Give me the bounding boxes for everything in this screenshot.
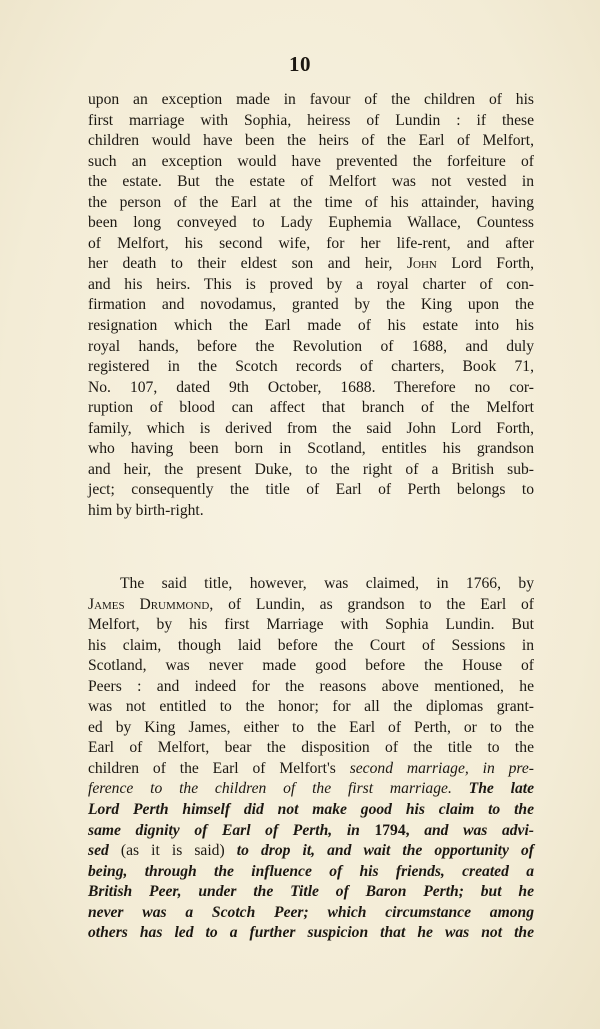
text-run: , of Lundin, as grandson to the Earl of bbox=[209, 595, 534, 613]
text-run: others has led to a further suspicion that he was not the bbox=[88, 924, 534, 942]
text-run: children would have been the heirs of the Earl of Melfort, bbox=[88, 132, 534, 150]
text-line bbox=[88, 656, 534, 677]
text-line bbox=[88, 923, 534, 944]
text-run: resignation which the Earl made of his estate into his bbox=[88, 317, 534, 335]
text-run: him by birth-right. bbox=[88, 501, 204, 519]
text-run: royal hands, before the Revolution of 1688, and duly bbox=[88, 337, 534, 355]
paragraph-1 bbox=[88, 90, 534, 521]
paragraph-2 bbox=[88, 574, 534, 944]
text-line bbox=[88, 213, 534, 234]
text-line bbox=[88, 779, 534, 800]
text-run: sed bbox=[88, 842, 109, 860]
text-run: his claim, though laid before the Court of Sessions in bbox=[88, 636, 534, 654]
text-line bbox=[88, 738, 534, 759]
text-run: ference to the children of the first marriage. bbox=[88, 780, 469, 798]
text-line bbox=[88, 460, 534, 481]
text-run: and heir, the present Duke, to the right of a British sub- bbox=[88, 460, 534, 478]
text-line bbox=[88, 636, 534, 657]
text-run: and his heirs. This is proved by a royal charter of con- bbox=[88, 275, 534, 293]
text-run: was not entitled to the honor; for all the diplomas grant- bbox=[88, 698, 534, 716]
text-run: her death to their eldest son and heir, bbox=[88, 255, 407, 273]
text-line bbox=[88, 841, 534, 862]
text-run: second marriage, in pre- bbox=[349, 759, 534, 777]
text-run: been long conveyed to Lady Euphemia Wallace, Countess bbox=[88, 214, 534, 232]
text-run: such an exception would have prevented the forfeiture of bbox=[88, 152, 534, 170]
text-line bbox=[88, 718, 534, 739]
text-run: registered in the Scotch records of charters, Book 71, bbox=[88, 358, 534, 376]
text-run: James Drummond bbox=[88, 595, 210, 613]
page-number: 10 bbox=[289, 52, 311, 76]
text-line bbox=[88, 275, 534, 296]
text-run: ruption of blood can affect that branch of the Melfort bbox=[88, 399, 534, 417]
text-run: The late bbox=[468, 780, 534, 798]
text-run: never was a Scotch Peer; which circumstance among bbox=[88, 903, 534, 921]
text-run: (as it is said) bbox=[108, 842, 237, 860]
text-run: British Peer, under the Title of Baron Perth; but he bbox=[88, 883, 534, 901]
text-line bbox=[88, 615, 534, 636]
text-run: Melfort, by his first Marriage with Sophia Lundin. But bbox=[88, 616, 534, 634]
text-run: ject; consequently the title of Earl of Perth belongs to bbox=[88, 481, 534, 499]
text-line bbox=[88, 439, 534, 460]
text-line bbox=[88, 254, 534, 275]
text-line bbox=[88, 90, 534, 111]
text-line bbox=[88, 172, 534, 193]
text-line bbox=[88, 800, 534, 821]
text-line bbox=[88, 193, 534, 214]
text-run: 1794, bbox=[359, 821, 425, 839]
text-line bbox=[88, 677, 534, 698]
text-run: John bbox=[406, 255, 437, 273]
text-run: being, through the influence of his friends, created a bbox=[88, 862, 534, 880]
text-line bbox=[88, 501, 534, 522]
text-line bbox=[88, 574, 534, 595]
text-line bbox=[88, 234, 534, 255]
text-run: the person of the Earl at the time of his attainder, having bbox=[88, 193, 534, 211]
text-line bbox=[88, 316, 534, 337]
text-run: The said title, however, was claimed, in 1766, by bbox=[120, 575, 534, 592]
text-run: first marriage with Sophia, heiress of Lundin : if these bbox=[88, 111, 534, 129]
text-line bbox=[88, 337, 534, 358]
text-line bbox=[88, 152, 534, 173]
text-line bbox=[88, 378, 534, 399]
text-run: Lord Forth, bbox=[436, 255, 534, 273]
text-run: same dignity of Earl of Perth, in bbox=[88, 821, 360, 839]
text-line bbox=[88, 882, 534, 903]
text-run: the estate. But the estate of Melfort was not vested in bbox=[88, 173, 534, 191]
text-line bbox=[88, 357, 534, 378]
text-run: Lord Perth himself did not make good his claim to the bbox=[88, 801, 534, 819]
text-run: children of the Earl of Melfort's bbox=[88, 759, 350, 777]
text-line bbox=[88, 821, 534, 842]
text-run: Scotland, was never made good before the House of bbox=[88, 657, 534, 675]
text-run: who having been born in Scotland, entitles his grandson bbox=[88, 440, 534, 458]
text-line bbox=[88, 131, 534, 152]
text-line bbox=[88, 903, 534, 924]
text-run: Earl of Melfort, bear the disposition of the title to the bbox=[88, 739, 534, 757]
text-run: and was advi- bbox=[424, 821, 535, 839]
text-run: Peers : and indeed for the reasons above mentioned, he bbox=[88, 677, 534, 695]
text-line bbox=[88, 111, 534, 132]
text-line bbox=[88, 480, 534, 501]
text-run: ed by King James, either to the Earl of Perth, or to the bbox=[88, 718, 534, 736]
text-run: to drop it, and wait the opportunity of bbox=[236, 842, 534, 860]
text-run: No. 107, dated 9th October, 1688. Therefore no cor- bbox=[88, 378, 534, 396]
text-line bbox=[88, 419, 534, 440]
text-line bbox=[88, 759, 534, 780]
text-line bbox=[88, 862, 534, 883]
text-line bbox=[88, 398, 534, 419]
text-run: of Melfort, his second wife, for her life-rent, and after bbox=[88, 234, 534, 252]
text-line bbox=[88, 295, 534, 316]
text-run: upon an exception made in favour of the children of his bbox=[88, 91, 534, 108]
text-line bbox=[88, 697, 534, 718]
text-run: family, which is derived from the said John Lord Forth, bbox=[88, 419, 534, 437]
text-line bbox=[88, 595, 534, 616]
text-run: firmation and novodamus, granted by the King upon the bbox=[88, 296, 534, 314]
